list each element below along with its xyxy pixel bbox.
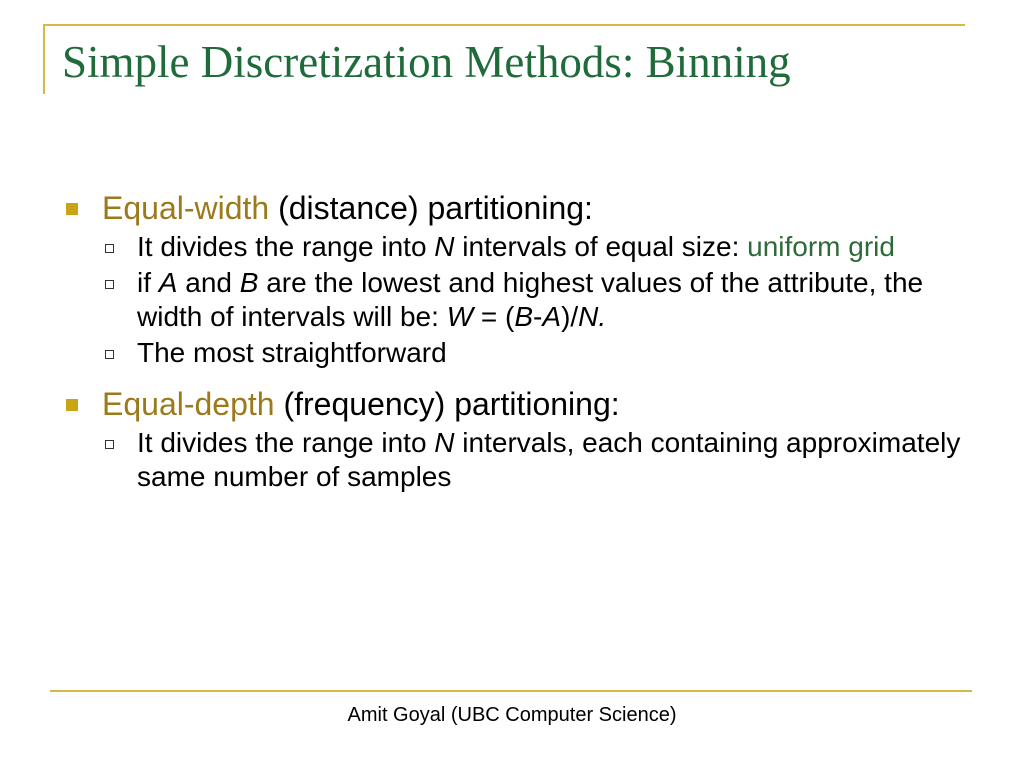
var-a: A <box>158 267 178 298</box>
sub-bullet-straightforward <box>62 336 977 370</box>
sub-bullet-width <box>62 266 977 334</box>
bullet-equal-width <box>62 188 977 228</box>
sub-text: intervals, each containing approximately same number of samples <box>137 427 961 492</box>
formula-div: )/ <box>561 301 579 332</box>
footer-text: Amit Goyal (UBC Computer Science) <box>347 704 677 726</box>
sub-text: The most straightforward <box>137 337 447 368</box>
sub-text: are the lowest and highest values of the attribute, the width of intervals will be: <box>137 267 924 332</box>
slide-title: Simple Discretization Methods: Binning <box>62 37 791 87</box>
bullet-text: (distance) partitioning: <box>278 190 593 226</box>
formula-b: B <box>514 301 534 332</box>
hollow-square-bullet-icon <box>105 440 114 449</box>
sub-text: intervals of equal size: <box>454 231 748 262</box>
sub-text: and <box>177 267 240 298</box>
bullet-label: Equal-width <box>102 190 270 226</box>
var-n: N <box>434 427 455 458</box>
footer-rule <box>50 690 972 692</box>
formula-eq: = ( <box>473 301 515 332</box>
sub-bullet-samples <box>62 426 977 494</box>
sub-text: if <box>137 267 159 298</box>
square-bullet-icon <box>66 399 78 411</box>
bullet-text: (frequency) partitioning: <box>283 386 620 422</box>
left-rule <box>43 24 45 94</box>
hollow-square-bullet-icon <box>105 350 114 359</box>
bullet-label: Equal-depth <box>102 386 275 422</box>
formula-w: W <box>446 301 474 332</box>
hollow-square-bullet-icon <box>105 280 114 289</box>
sub-text: It divides the range into <box>137 231 435 262</box>
sub-bullet-range <box>62 230 977 264</box>
formula-minus: - <box>533 301 543 332</box>
var-n: N <box>434 231 455 262</box>
top-rule <box>43 24 965 26</box>
sub-text: It divides the range into <box>137 427 435 458</box>
bullet-equal-depth <box>62 384 977 424</box>
formula-a: A <box>542 301 562 332</box>
slide-body <box>62 188 977 494</box>
square-bullet-icon <box>66 203 78 215</box>
formula-n: N. <box>578 301 607 332</box>
highlight-text: uniform grid <box>747 231 895 262</box>
var-b: B <box>239 267 259 298</box>
hollow-square-bullet-icon <box>105 244 114 253</box>
